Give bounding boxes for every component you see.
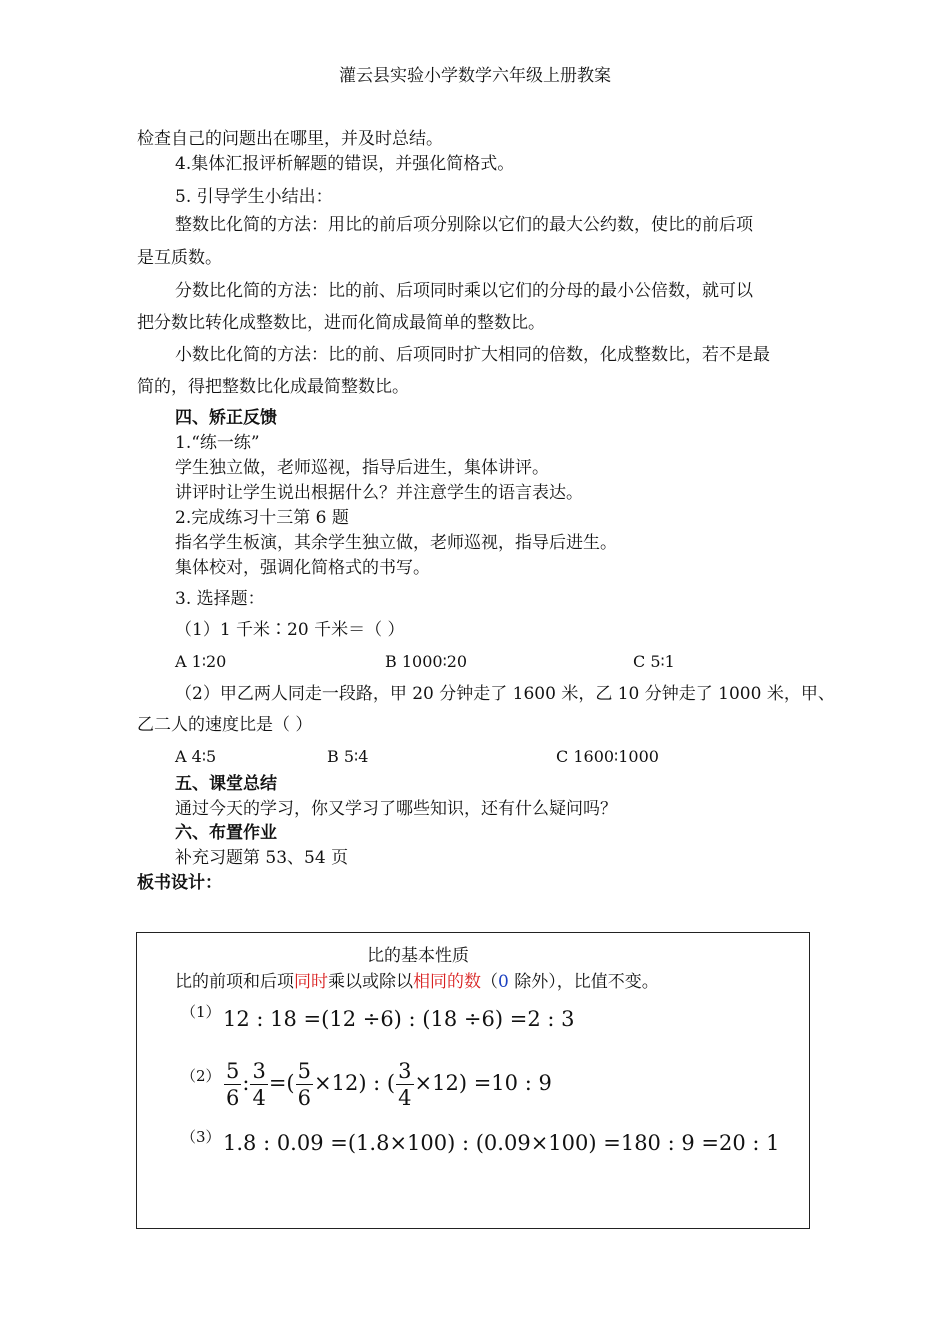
board-title: 比的基本性质	[367, 946, 469, 966]
text-line: 4.集体汇报评析解题的错误，并强化简格式。	[175, 154, 515, 174]
section-heading: 六、布置作业	[175, 823, 277, 843]
highlight-blue: 0	[498, 972, 509, 992]
board-rule: 比的前项和后项同时乘以或除以相同的数（0 除外），比值不变。	[175, 972, 659, 992]
text-line: 小数比化简的方法：比的前、后项同时扩大相同的倍数，化成整数比，若不是最	[175, 345, 770, 365]
text-line: 检查自己的问题出在哪里，并及时总结。	[137, 129, 443, 149]
fraction: $\frac{3}{4}$	[252, 1058, 266, 1110]
text-line: 讲评时让学生说出根据什么？并注意学生的语言表达。	[175, 483, 583, 503]
highlight-red: 同时	[294, 972, 328, 992]
text-line: 补充习题第 53、54 页	[175, 848, 349, 868]
example-2-formula: $\frac{5}{6}$ : $\frac{3}{4}$ =( $\frac{5}{6}$ ×12) : ( $\frac{3}{4}$ ×12) =10 : 9	[226, 1058, 552, 1110]
board-design-box	[136, 932, 810, 1229]
example-3-formula: 1.8 : 0.09 =(1.8×100) : (0.09×100) =180 : 9 =20 : 1	[223, 1131, 780, 1155]
highlight-red: 相同的数	[413, 972, 481, 992]
example-1-formula: 12 : 18 =(12 ÷6) : (18 ÷6) =2 : 3	[223, 1007, 575, 1031]
text-line: 学生独立做，老师巡视，指导后进生，集体讲评。	[175, 458, 549, 478]
text-line: 简的，得把整数比化成最简整数比。	[137, 377, 409, 397]
example-label: （2）	[181, 1067, 221, 1085]
option-a: A 1∶20	[175, 652, 227, 671]
text-line: 集体校对，强调化简格式的书写。	[175, 558, 430, 578]
board-label: 板书设计：	[137, 873, 222, 893]
text-line: 是互质数。	[137, 248, 222, 268]
text-line: 1.“练一练”	[175, 433, 260, 453]
question-2: （2）甲乙两人同走一段路，甲 20 分钟走了 1600 米，乙 10 分钟走了 1000 米，甲、	[175, 684, 835, 704]
text-line: 5. 引导学生小结出：	[175, 187, 333, 207]
option-c: C 5∶1	[633, 652, 675, 671]
page-header: 灌云县实验小学数学六年级上册教案	[339, 66, 611, 86]
example-label: （3）	[181, 1128, 221, 1146]
option-b: B 1000∶20	[385, 652, 468, 671]
fraction: $\frac{3}{4}$	[398, 1058, 412, 1110]
text-line: 指名学生板演，其余学生独立做，老师巡视，指导后进生。	[175, 533, 617, 553]
text-line: 整数比化简的方法：用比的前后项分别除以它们的最大公约数，使比的前后项	[175, 215, 753, 235]
section-heading: 五、课堂总结	[175, 774, 277, 794]
text-line: 通过今天的学习，你又学习了哪些知识，还有什么疑问吗？	[175, 799, 617, 819]
question-2-cont: 乙二人的速度比是（ ）	[137, 715, 313, 735]
fraction: $\frac{5}{6}$	[226, 1058, 240, 1110]
option-c: C 1600∶1000	[556, 747, 659, 766]
text-line: 3. 选择题：	[175, 589, 265, 609]
text-line: 2.完成练习十三第 6 题	[175, 508, 349, 528]
option-a: A 4∶5	[175, 747, 217, 766]
section-heading: 四、矫正反馈	[175, 408, 277, 428]
option-b: B 5∶4	[327, 747, 369, 766]
question-1: （1）1 千米∶20 千米＝（ ）	[175, 620, 405, 640]
text-line: 分数比化简的方法：比的前、后项同时乘以它们的分母的最小公倍数，就可以	[175, 281, 753, 301]
fraction: $\frac{5}{6}$	[297, 1058, 311, 1110]
text-line: 把分数比转化成整数比，进而化简成最简单的整数比。	[137, 313, 545, 333]
example-label: （1）	[181, 1003, 221, 1021]
